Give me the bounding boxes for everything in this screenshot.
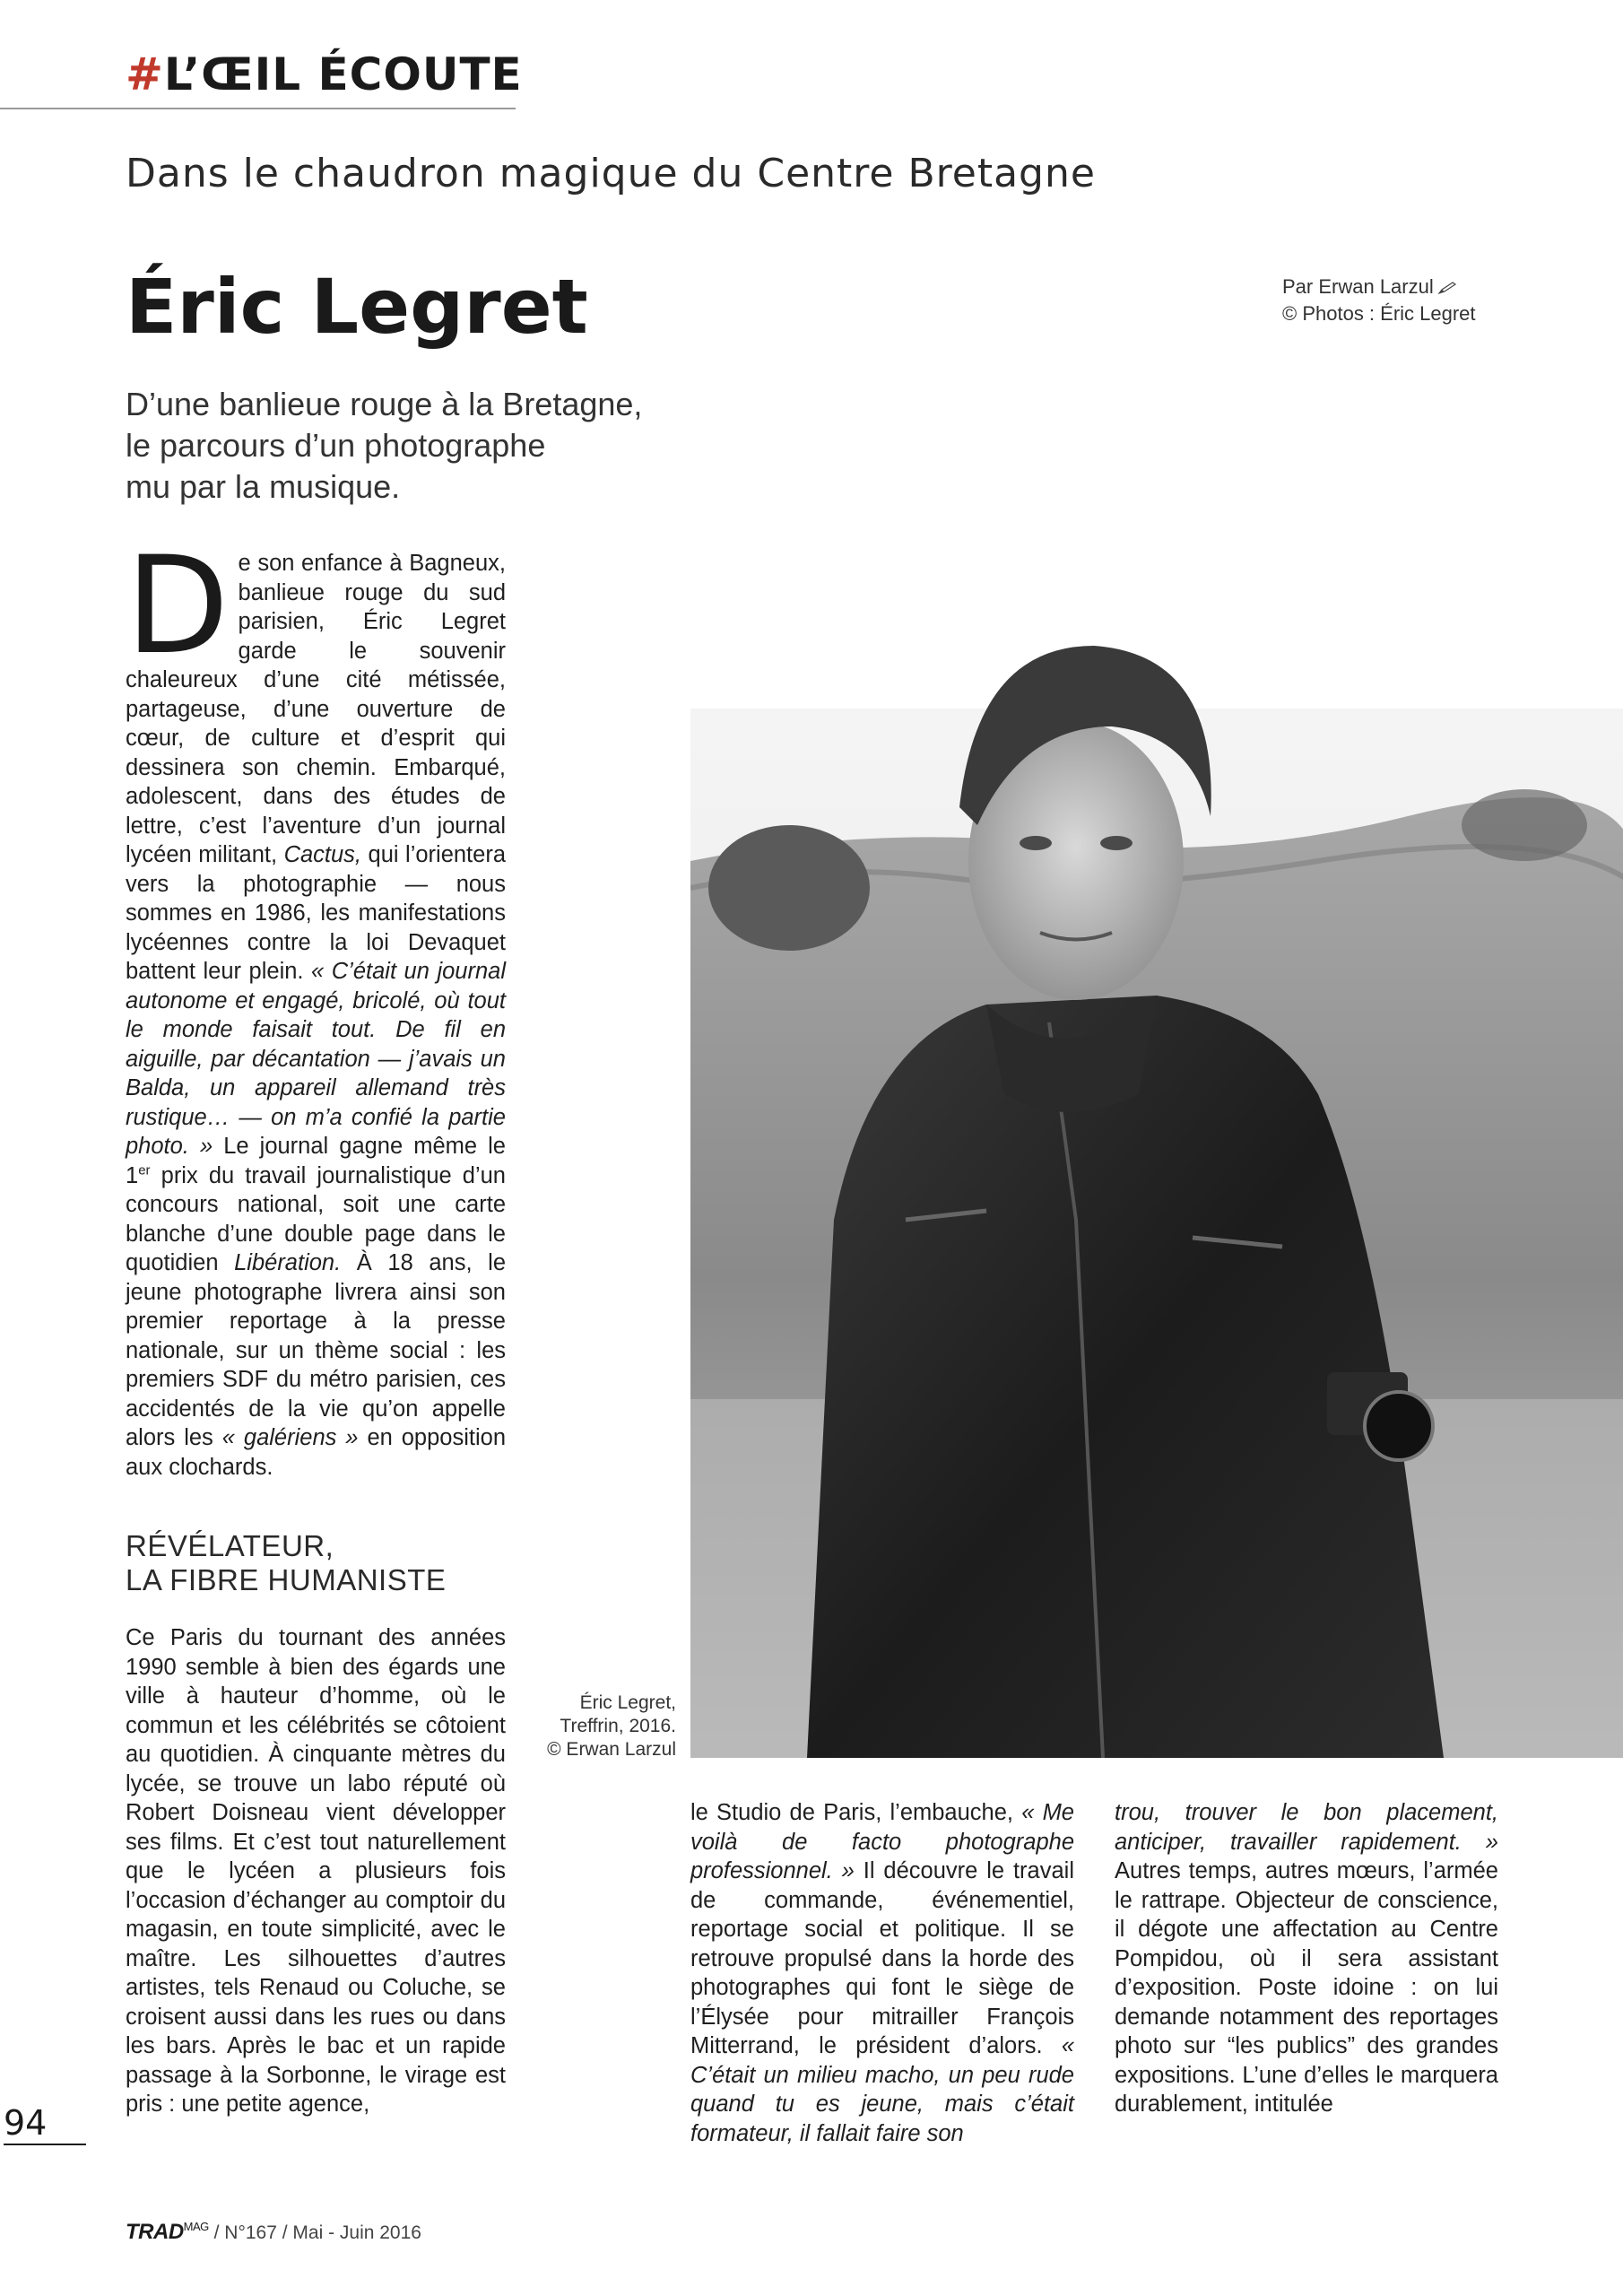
footer xyxy=(126,2220,421,2245)
byline xyxy=(1282,274,1476,327)
article-column-3 xyxy=(1115,1798,1498,2119)
subheading-line: RÉVÉLATEUR, xyxy=(126,1529,334,1562)
paragraph-4: trou, trouver le bon placement, anticiper, travailler rapidement. » Autres temps, autres mœurs, l’armée le rattrape. Objecteur de conscience, il dégote une affectation au Centre Pompidou, où il sera assistant d’exposition. Poste idoine : on lui demande notamment des reportages photo sur “les publics” des grandes expositions. L’une d’elles le marquera durablement, intitulée xyxy=(1115,1800,1498,2117)
page-number-underline xyxy=(4,2144,86,2145)
paragraph-1: e son enfance à Bagneux, banlieue rouge du sud parisien, Éric Legret garde le souvenir chaleureux d’une cité métissée, partageuse, d’une ouverture de cœur, de culture et d’esprit qui dessinera son chemin. Embarqué, adolescent, dans des études de lettre, c’est l’aventure d’un journal lycéen militant, Cactus, qui l’orientera vers la photographie — nous sommes en 1986, les manifestations lycéennes contre la loi Devaquet battent leur plein. « C’était un journal autonome et engagé, bricolé, où tout le monde faisait tout. De fil en aiguille, par décantation — j’avais un Balda, un appareil allemand très rustique… — on m’a confié la partie photo. » Le journal gagne même le 1er prix du travail journalistique d’un concours national, soit une carte blanche d’une double page dans le quotidien Libération. À 18 ans, le jeune photographe livrera ainsi son premier reportage à la presse nationale, sur un thème social : les premiers SDF du métro parisien, ces accidentés de la vie qu’on appelle alors les « galériens » en opposition aux clochards. xyxy=(126,551,507,1480)
article-column-2 xyxy=(690,1798,1074,2148)
byline-author: Par Erwan Larzul xyxy=(1282,275,1434,298)
byline-photos: © Photos : Éric Legret xyxy=(1282,302,1476,325)
portrait-photo xyxy=(690,592,1623,1758)
standfirst xyxy=(126,384,753,508)
caption-line: Éric Legret, xyxy=(579,1692,676,1713)
issue-date: Mai - Juin 2016 xyxy=(292,2222,421,2243)
article-column-1 xyxy=(126,528,507,1482)
kicker: Dans le chaudron magique du Centre Bretagne xyxy=(126,151,1096,196)
subheading xyxy=(126,1529,506,1597)
page-number: 94 xyxy=(4,2103,48,2143)
paragraph-2: Ce Paris du tournant des années 1990 semble à bien des égards une ville à hauteur d’homme, où le commun et les célébrités se côtoient au quotidien. À cinquante mètres du lycée, se trouve un labo réputé où Robert Doisneau vient développer ses films. Et c’est tout naturellement que le lycéen a plusieurs fois l’occasion d’échanger au comptoir du magasin, en toute simplicité, avec le maître. Les silhouettes d’autres artistes, tels Renaud ou Coluche, se croisent aussi dans les rues ou dans les bars. Après le bac et un rapide passage à la Sorbonne, le virage est pris : une petite agence, xyxy=(126,1625,506,2117)
drop-cap: D xyxy=(126,528,230,684)
standfirst-line: D’une banlieue rouge à la Bretagne, xyxy=(126,386,643,422)
article-title: Éric Legret xyxy=(126,263,588,351)
paragraph-3: le Studio de Paris, l’embauche, « Me voilà de facto photographe professionnel. » Il découvre le travail de commande, événementiel, reportage social et politique. Il se retrouve propulsé dans la horde des photographes qui font le siège de l’Élysée pour mitrailler François Mitterrand, le président d’alors. « C’était un milieu macho, un peu rude quand tu es jeune, mais c’était formateur, il fallait faire son xyxy=(690,1800,1074,2146)
pen-icon xyxy=(1437,281,1457,295)
photo-caption xyxy=(509,1692,676,1761)
rubric-text: L’ŒIL ÉCOUTE xyxy=(163,48,523,100)
magazine-logo: $TRAD^{MAG}$ xyxy=(126,2220,209,2244)
section-rubric xyxy=(126,48,523,100)
rubric-divider xyxy=(0,108,516,109)
issue-number: / N°167 / xyxy=(208,2222,293,2243)
article-column-1-continued xyxy=(126,1623,506,2119)
rubric-hash: # xyxy=(126,48,164,100)
caption-line: © Erwan Larzul xyxy=(547,1739,676,1760)
caption-line: Treffrin, 2016. xyxy=(560,1716,676,1736)
standfirst-line: mu par la musique. xyxy=(126,468,401,505)
subheading-line: LA FIBRE HUMANISTE xyxy=(126,1563,447,1596)
standfirst-line: le parcours d’un photographe xyxy=(126,427,546,464)
